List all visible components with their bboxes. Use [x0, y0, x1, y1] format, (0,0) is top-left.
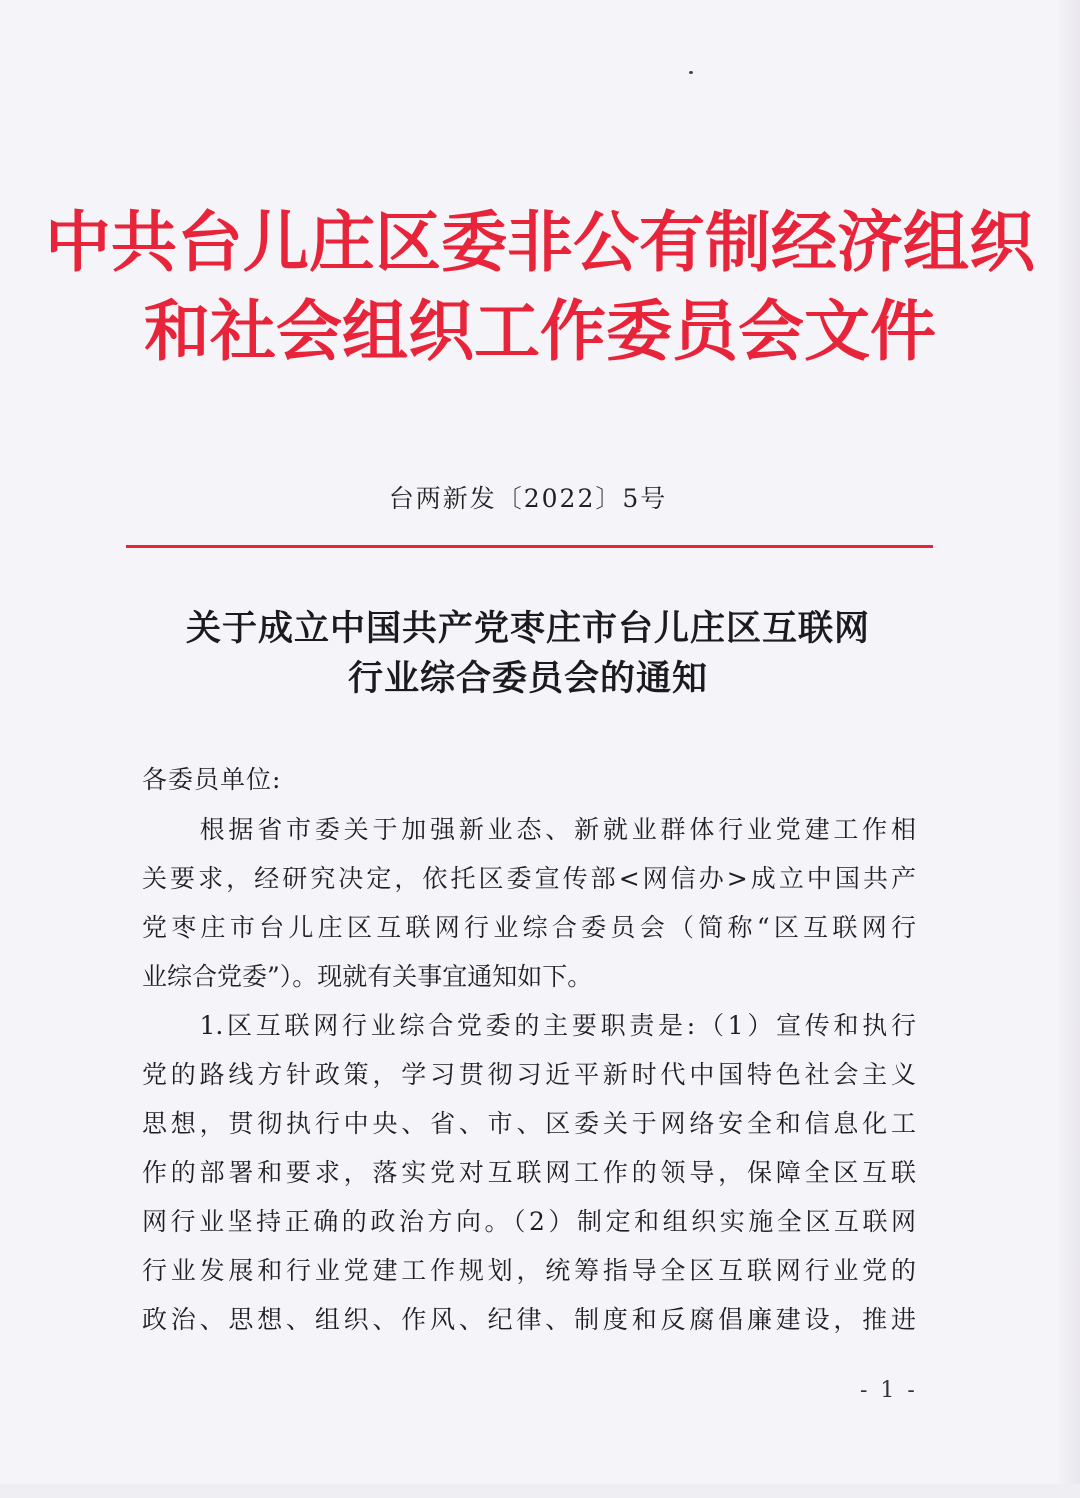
notice-title-line-2: 行业综合委员会的通知 — [347, 658, 708, 699]
body-line: 党的路线方针政策，学习贯彻习近平新时代中国特色社会主义 — [142, 1060, 916, 1089]
issuer-header-line-1: 中共台儿庄区委非公有制经济组织 — [45, 204, 1035, 281]
body-line: 关要求，经研究决定，依托区委宣传部<网信办>成立中国共产 — [142, 864, 916, 893]
page-edge-bottom — [0, 1484, 1080, 1498]
salutation: 各委员单位: — [142, 765, 282, 794]
red-separator-line — [126, 545, 933, 548]
scan-speck — [689, 71, 693, 74]
notice-title-line-1: 关于成立中国共产党枣庄市台儿庄区互联网 — [185, 608, 870, 649]
body-line: 1.区互联网行业综合党委的主要职责是:（1）宣传和执行 — [142, 1011, 916, 1040]
body-line: 政治、思想、组织、作风、纪律、制度和反腐倡廉建设，推进 — [142, 1305, 916, 1334]
body-line: 行业发展和行业党建工作规划，统筹指导全区互联网行业党的 — [142, 1256, 916, 1285]
page-number: - 1 - — [860, 1378, 918, 1403]
body-line: 思想，贯彻执行中央、省、市、区委关于网络安全和信息化工 — [142, 1109, 916, 1138]
document-number: 台两新发〔2022〕5号 — [388, 484, 668, 513]
body-line: 根据省市委关于加强新业态、新就业群体行业党建工作相 — [142, 815, 916, 844]
body-line: 业综合党委”）。现就有关事宜通知如下。 — [142, 962, 593, 991]
issuer-header-line-2: 和社会组织工作委员会文件 — [144, 293, 936, 370]
body-line: 党枣庄市台儿庄区互联网行业综合委员会（简称“区互联网行 — [142, 913, 916, 942]
body-line: 作的部署和要求，落实党对互联网工作的领导，保障全区互联 — [142, 1158, 916, 1187]
body-line: 网行业坚持正确的政治方向。（2）制定和组织实施全区互联网 — [142, 1207, 916, 1236]
